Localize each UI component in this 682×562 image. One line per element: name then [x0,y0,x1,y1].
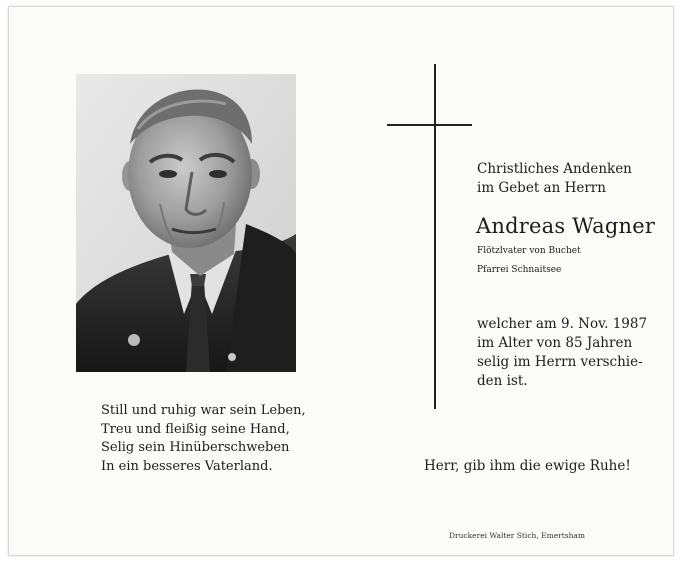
heading-line-2: im Gebet an Herrn [477,180,606,196]
poem-line: Selig sein Hinüberschweben [101,440,290,455]
poem [101,402,306,476]
portrait-photo [76,74,296,372]
heading-line-1: Christliches Andenken [477,161,632,177]
memorial-card [8,6,674,556]
deceased-subtitle: Flötzlvater von Buchet [477,246,581,256]
poem-line: In ein besseres Vaterland. [101,458,273,474]
memorial-heading [477,160,632,198]
printer-credit: Druckerei Walter Stich, Emertsham [449,531,586,540]
right-panel [344,7,673,555]
parish: Pfarrei Schnaitsee [477,265,562,275]
cross-icon-vertical [434,64,436,409]
death-line: selig im Herrn verschie- [477,354,643,370]
death-notice [477,315,647,391]
poem-line: Still und ruhig war sein Leben, [101,403,306,418]
death-line: den ist. [477,373,528,389]
death-line: im Alter von 85 Jahren [477,335,633,351]
prayer: Herr, gib ihm die ewige Ruhe! [424,458,631,474]
deceased-name: Andreas Wagner [476,214,656,238]
left-panel [9,7,344,555]
death-line: welcher am 9. Nov. 1987 [477,316,648,332]
cross-icon-horizontal [387,124,472,126]
poem-line: Treu und fleißig seine Hand, [101,421,290,437]
portrait-image [76,74,296,372]
